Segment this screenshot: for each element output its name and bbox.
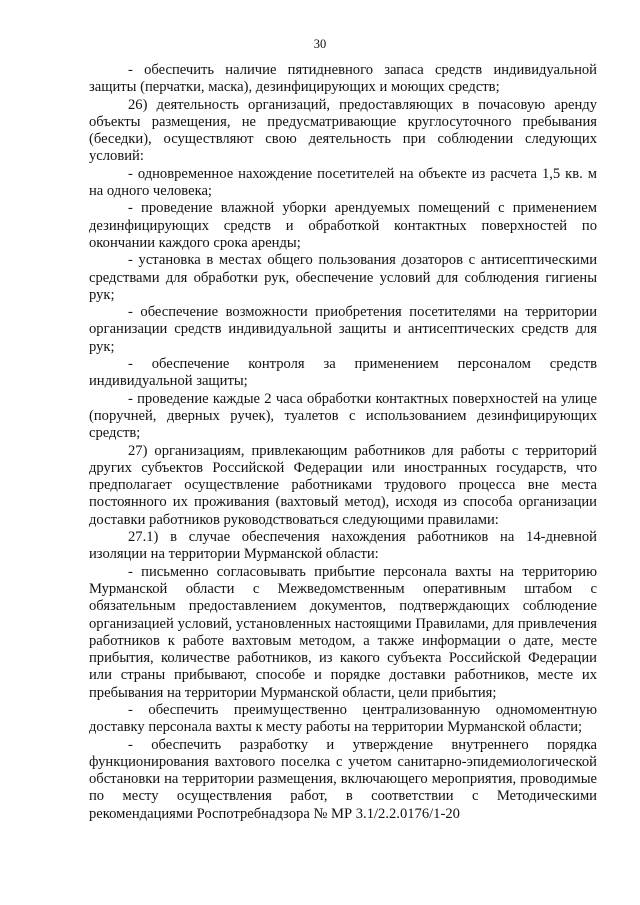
list-item: - установка в местах общего пользования дозаторов с антисептическими средствами для обработки рук, обеспечение условий для соблюдения гигиены рук; bbox=[89, 252, 597, 303]
list-item: - одновременное нахождение посетителей на объекте из расчета 1,5 кв. м на одного человека; bbox=[89, 165, 597, 200]
list-item: - обеспечить преимущественно централизованную одномоментную доставку персонала вахты к месту работы на территории Мурманской области; bbox=[89, 701, 597, 736]
list-item: - обеспечить разработку и утверждение внутреннего порядка функционирования вахтового поселка с учетом санитарно-эпидемиологической обстановки на территории размещения, включающего мероприятия, проводимые по месту осуществления работ, в соответствии с Методическими рекомендациями Роспотребнадзора № МР 3.1/2.2.0176/1-20 bbox=[89, 736, 597, 822]
page-number: 30 bbox=[313, 37, 327, 51]
clause-27-1: 27.1) в случае обеспечения нахождения работников на 14-дневной изоляции на территории Мурманской области: bbox=[89, 529, 597, 563]
clause-26: 26) деятельность организаций, предоставляющих в почасовую аренду объекты размещения, не предусматривающие круглосуточного пребывания (беседки), осуществляют свою деятельность при соблюдении следующих условий: bbox=[89, 96, 597, 165]
document-body bbox=[89, 62, 597, 823]
list-item: - проведение влажной уборки арендуемых помещений с применением дезинфицирующих средств и обработкой контактных поверхностей по окончании каждого срока аренды; bbox=[89, 200, 597, 251]
list-item: - обеспечить наличие пятидневного запаса средств индивидуальной защиты (перчатки, маска), дезинфицирующих и моющих средств; bbox=[89, 62, 597, 96]
list-item: - обеспечение возможности приобретения посетителями на территории организации средств индивидуальной защиты и антисептических средств для рук; bbox=[89, 304, 597, 355]
clause-27: 27) организациям, привлекающим работников для работы с территорий других субъектов Российской Федерации или иностранных государств, что предполагает осуществление работниками трудового процесса вне места постоянного их проживания (вахтовый метод), исходя из способа организации доставки работников руководствоваться следующими правилами: bbox=[89, 442, 597, 528]
list-item: - проведение каждые 2 часа обработки контактных поверхностей на улице (поручней, дверных ручек), туалетов с использованием дезинфицирующих средств; bbox=[89, 390, 597, 442]
list-item: - обеспечение контроля за применением персоналом средств индивидуальной защиты; bbox=[89, 356, 597, 390]
list-item: - письменно согласовывать прибытие персонала вахты на территорию Мурманской области с Межведомственным оперативным штабом с обязательным предоставлением документов, подтверждающих соблюдение организацией условий, установленных настоящими Правилами, для привлечения работников к работе вахтовым методом, а также информации о дате, месте прибытия, количестве работников, из какого субъекта Российской Федерации или страны прибывают, способе и порядке доставки работников, месте их пребывания на территории Мурманской области, цели прибытия; bbox=[89, 563, 597, 701]
